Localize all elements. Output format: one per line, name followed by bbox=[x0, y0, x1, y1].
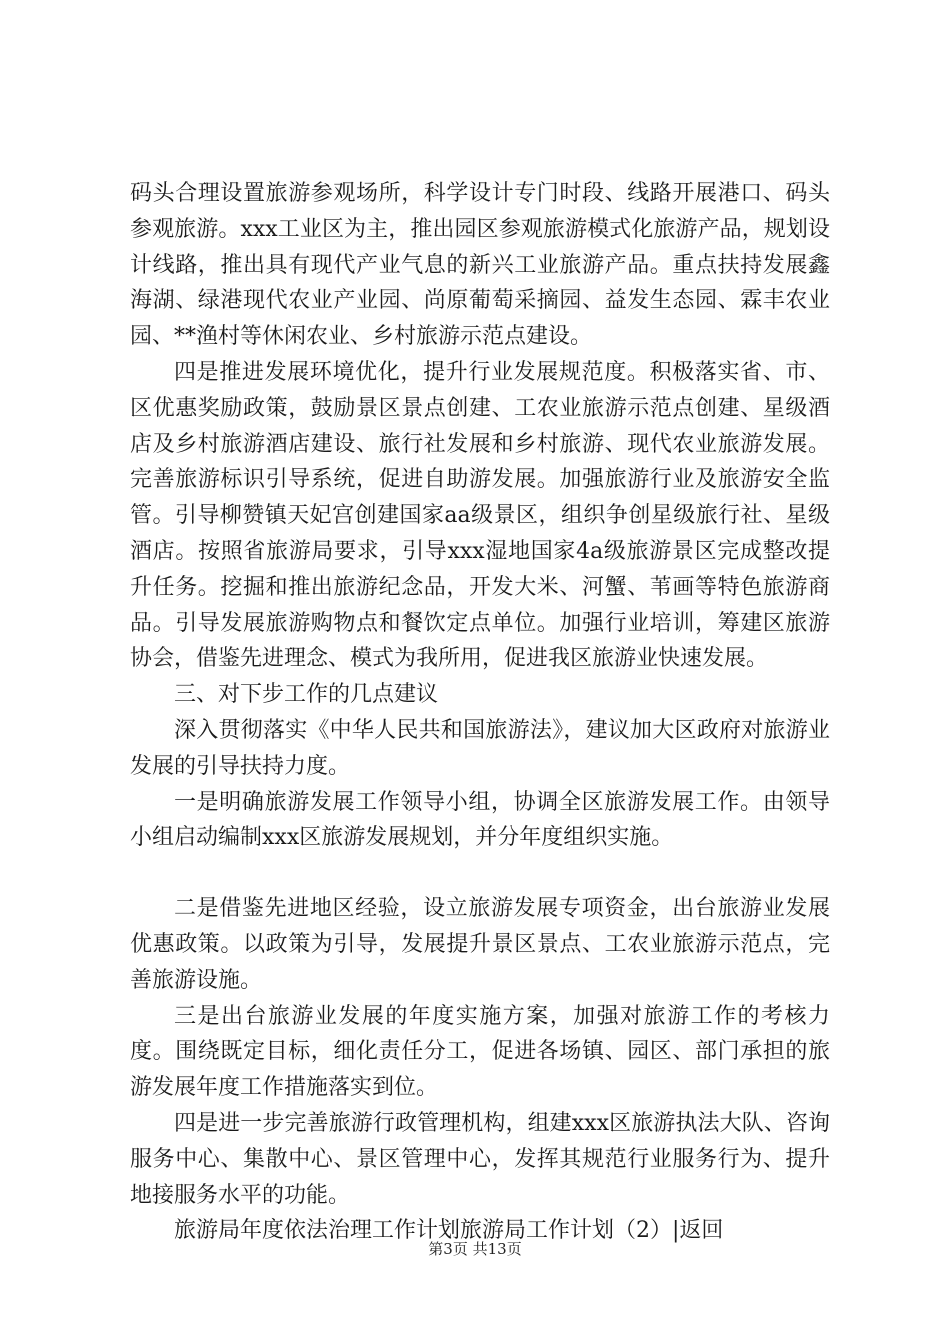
paragraph-gap bbox=[130, 856, 830, 891]
section-heading-suggestions: 三、对下步工作的几点建议 bbox=[174, 682, 439, 708]
paragraph-suggestion-two: 二是借鉴先进地区经验，设立旅游发展专项资金，出台旅游业发展优惠政策。以政策为引导，发展提升景区景点、工农业旅游示范点，完善旅游设施。 bbox=[130, 896, 830, 993]
return-link-line[interactable]: 旅游局年度依法治理工作计划旅游局工作计划（2）|返回 bbox=[174, 1218, 724, 1244]
paragraph-point-four-environment: 四是推进发展环境优化，提升行业发展规范度。积极落实省、市、区优惠奖励政策，鼓励景区景点创建、工农业旅游示范点创建、星级酒店及乡村旅游酒店建设、旅行社发展和乡村旅游、现代农业旅游发展。完善旅游标识引导系统，促进自助游发展。加强旅游行业及旅游安全监管。引导柳赞镇天妃宫创建国家aa级景区，组织争创星级旅行社、星级酒店。按照省旅游局要求，引导xxx湿地国家4a级旅游景区完成整改提升任务。挖掘和推出旅游纪念品，开发大米、河蟹、苇画等特色旅游商品。引导发展旅游购物点和餐饮定点单位。加强行业培训，筹建区旅游协会，借鉴先进理念、模式为我所用，促进我区旅游业快速发展。 bbox=[130, 359, 830, 672]
paragraph-suggestion-four: 四是进一步完善旅游行政管理机构，组建xxx区旅游执法大队、咨询服务中心、集散中心、景区管理中心，发挥其规范行业服务行为、提升地接服务水平的功能。 bbox=[130, 1110, 830, 1208]
paragraph-suggestion-one: 一是明确旅游发展工作领导小组，协调全区旅游发展工作。由领导小组启动编制xxx区旅游发展规划，并分年度组织实施。 bbox=[130, 789, 830, 851]
paragraph-suggestion-three: 三是出台旅游业发展的年度实施方案，加强对旅游工作的考核力度。围绕既定目标，细化责任分工，促进各场镇、园区、部门承担的旅游发展年度工作措施落实到位。 bbox=[130, 1003, 830, 1101]
paragraph-continuation: 码头合理设置旅游参观场所，科学设计专门时段、线路开展港口、码头参观旅游。xxx工业区为主，推出园区参观旅游模式化旅游产品，规划设计线路，推出具有现代产业气息的新兴工业旅游产品。重点扶持发展鑫海湖、绿港现代农业产业园、尚原葡萄采摘园、益发生态园、霖丰农业园、**渔村等休闲农业、乡村旅游示范点建设。 bbox=[130, 181, 830, 350]
document-body bbox=[130, 176, 830, 1249]
page-number-footer: 第3页 共13页 bbox=[428, 1240, 522, 1258]
paragraph-intro-suggestions: 深入贯彻落实《中华人民共和国旅游法》，建议加大区政府对旅游业发展的引导扶持力度。 bbox=[130, 717, 830, 779]
